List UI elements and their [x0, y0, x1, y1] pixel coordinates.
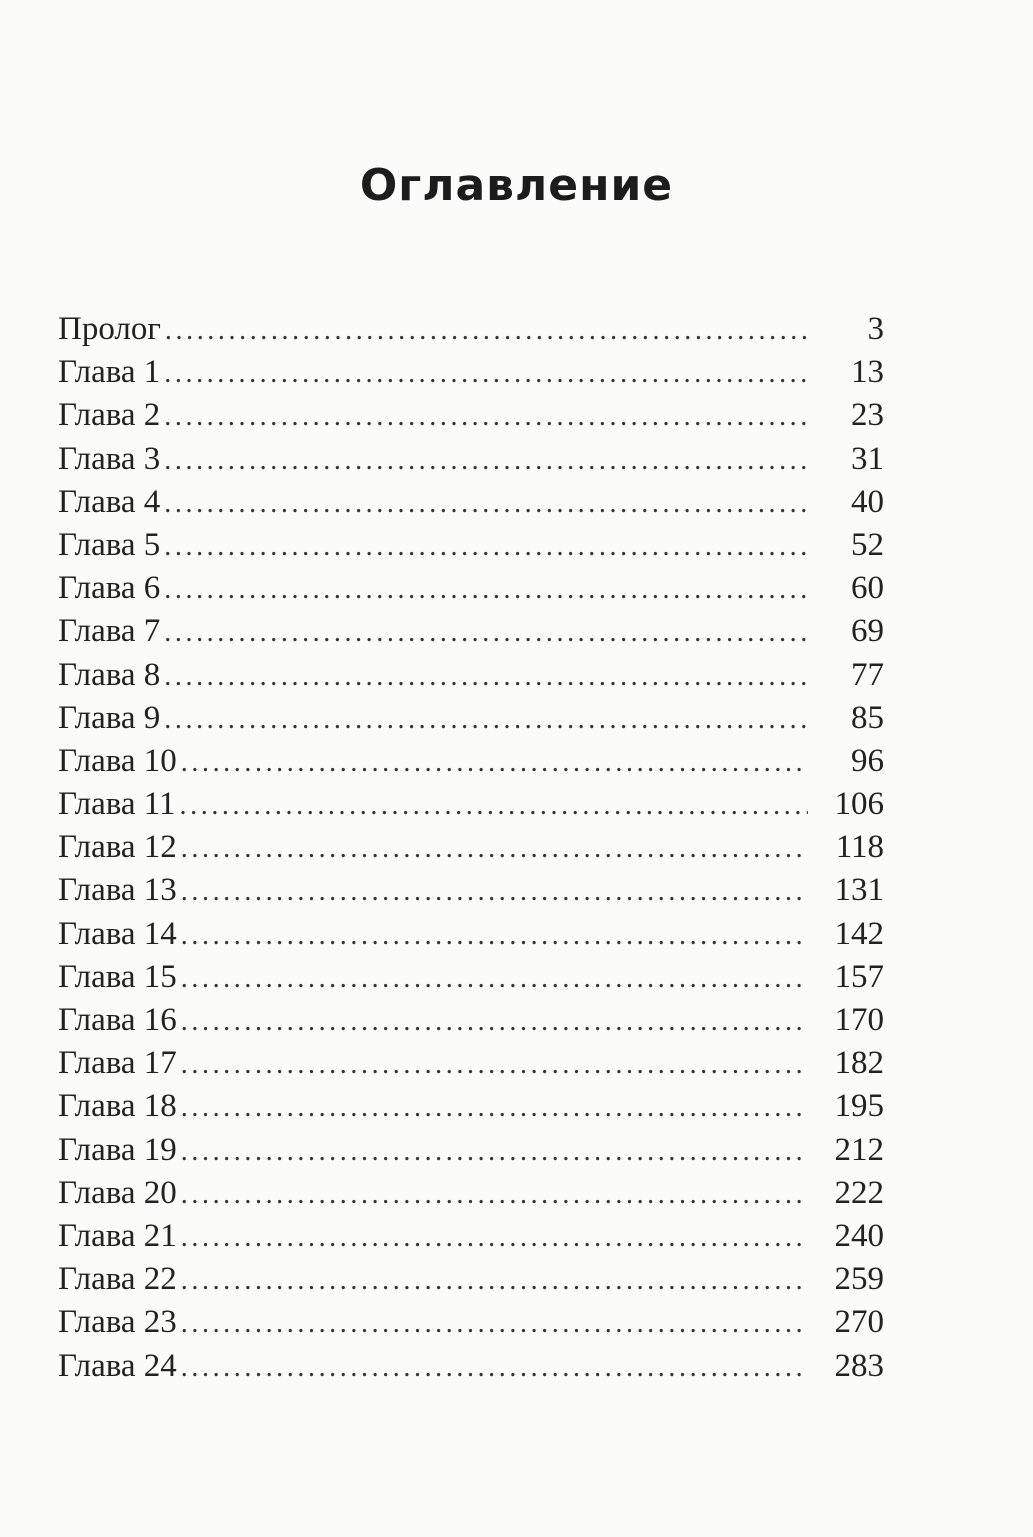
toc-entry	[58, 1258, 884, 1301]
toc-entry-label: Глава 8	[58, 656, 161, 693]
toc-entry-label: Глава 7	[58, 613, 161, 650]
toc-entry	[58, 740, 884, 783]
toc-entry-label: Глава 13	[58, 872, 177, 909]
dot-leader	[164, 611, 808, 654]
dot-leader	[181, 870, 808, 913]
toc-entry-label: Глава 16	[58, 1002, 177, 1038]
toc-entry-page-number: 212	[834, 1131, 884, 1168]
toc-entry-label: Глава 1	[58, 354, 161, 391]
toc-entry-page-number: 3	[867, 311, 884, 347]
toc-entry	[58, 610, 884, 653]
toc-entry-label: Пролог	[58, 311, 161, 347]
toc-entry	[58, 1345, 884, 1388]
toc-entry	[58, 438, 884, 481]
toc-entry-label: Глава 5	[58, 526, 161, 563]
toc-entry	[58, 697, 884, 740]
toc-entry-page-number: 222	[834, 1174, 884, 1211]
toc-entry-page-number: 77	[851, 656, 884, 693]
toc-entry-page-number: 142	[834, 915, 884, 952]
toc-entry-page-number: 60	[851, 570, 884, 607]
dot-leader	[181, 914, 808, 957]
toc-entry	[58, 524, 884, 567]
toc-entry-page-number: 85	[851, 699, 884, 736]
toc-entry-page-number: 270	[834, 1304, 884, 1341]
toc-entry-label: Глава 3	[58, 440, 161, 477]
dot-leader	[164, 482, 808, 525]
toc-entry-label: Глава 11	[58, 786, 176, 823]
toc-entry	[58, 913, 884, 956]
toc-entry	[58, 1129, 884, 1172]
dot-leader	[181, 1130, 808, 1173]
toc-entry-label: Глава 20	[58, 1174, 177, 1211]
dot-leader	[181, 1086, 808, 1129]
dot-leader	[165, 309, 808, 352]
toc-entry-label: Глава 14	[58, 915, 177, 952]
toc-entry-page-number: 23	[851, 397, 884, 434]
toc-entry-label: Глава 4	[58, 483, 161, 520]
toc-entry-page-number: 182	[834, 1045, 884, 1082]
dot-leader	[164, 698, 808, 741]
dot-leader	[181, 1216, 808, 1259]
dot-leader	[181, 827, 808, 870]
toc-entry-page-number: 240	[834, 1217, 884, 1254]
toc-entry-label: Глава 10	[58, 742, 177, 779]
toc-entry-label: Глава 12	[58, 829, 177, 866]
toc-entry-page-number: 170	[834, 1002, 884, 1038]
dot-leader	[164, 525, 808, 568]
dot-leader	[181, 1000, 808, 1043]
toc-entry	[58, 999, 884, 1042]
toc-entry	[58, 351, 884, 394]
toc-entry-page-number: 131	[834, 872, 884, 909]
toc-entry-page-number: 13	[851, 354, 884, 391]
dot-leader	[180, 784, 808, 827]
toc-entry	[58, 1301, 884, 1344]
toc-entry-label: Глава 19	[58, 1131, 177, 1168]
dot-leader	[164, 395, 808, 438]
dot-leader	[181, 1346, 808, 1389]
toc-entry-page-number: 69	[851, 613, 884, 650]
toc-entry-page-number: 259	[834, 1261, 884, 1298]
toc-entry-page-number: 106	[834, 786, 884, 823]
toc-entry	[58, 1042, 884, 1085]
dot-leader	[181, 1259, 808, 1302]
toc-entry	[58, 826, 884, 869]
dot-leader	[164, 352, 808, 395]
toc-entry-label: Глава 9	[58, 699, 161, 736]
toc-entry-page-number: 283	[834, 1347, 884, 1384]
dot-leader	[164, 655, 808, 698]
toc-entry	[58, 567, 884, 610]
toc-entry-page-number: 118	[835, 829, 884, 866]
toc-entry	[58, 1215, 884, 1258]
dot-leader	[164, 439, 808, 482]
toc-entry	[58, 308, 884, 351]
toc-entry-label: Глава 6	[58, 570, 161, 607]
dot-leader	[181, 1043, 808, 1086]
toc-entry	[58, 1085, 884, 1128]
toc-entry-label: Глава 22	[58, 1261, 177, 1298]
toc-entry	[58, 654, 884, 697]
toc-entry	[58, 956, 884, 999]
toc-entry	[58, 1172, 884, 1215]
dot-leader	[181, 1173, 808, 1216]
toc-entry	[58, 869, 884, 912]
dot-leader	[181, 1302, 808, 1345]
table-of-contents	[58, 308, 884, 1388]
dot-leader	[181, 957, 808, 1000]
dot-leader	[164, 568, 808, 611]
toc-entry-page-number: 40	[851, 483, 884, 520]
toc-entry-label: Глава 21	[58, 1217, 177, 1254]
toc-entry-label: Глава 18	[58, 1088, 177, 1125]
toc-entry-label: Глава 15	[58, 958, 177, 995]
toc-entry	[58, 783, 884, 826]
toc-entry-label: Глава 24	[58, 1347, 177, 1384]
toc-entry-label: Глава 17	[58, 1045, 177, 1082]
page-title: Оглавление	[359, 160, 674, 211]
dot-leader	[181, 741, 808, 784]
toc-entry-page-number: 157	[834, 958, 884, 995]
toc-entry-page-number: 96	[851, 742, 884, 779]
toc-entry	[58, 481, 884, 524]
toc-entry-label: Глава 2	[58, 397, 161, 434]
toc-entry-page-number: 31	[851, 440, 884, 477]
toc-entry	[58, 394, 884, 437]
toc-entry-label: Глава 23	[58, 1304, 177, 1341]
toc-entry-page-number: 52	[851, 526, 884, 563]
toc-entry-page-number: 195	[834, 1088, 884, 1125]
